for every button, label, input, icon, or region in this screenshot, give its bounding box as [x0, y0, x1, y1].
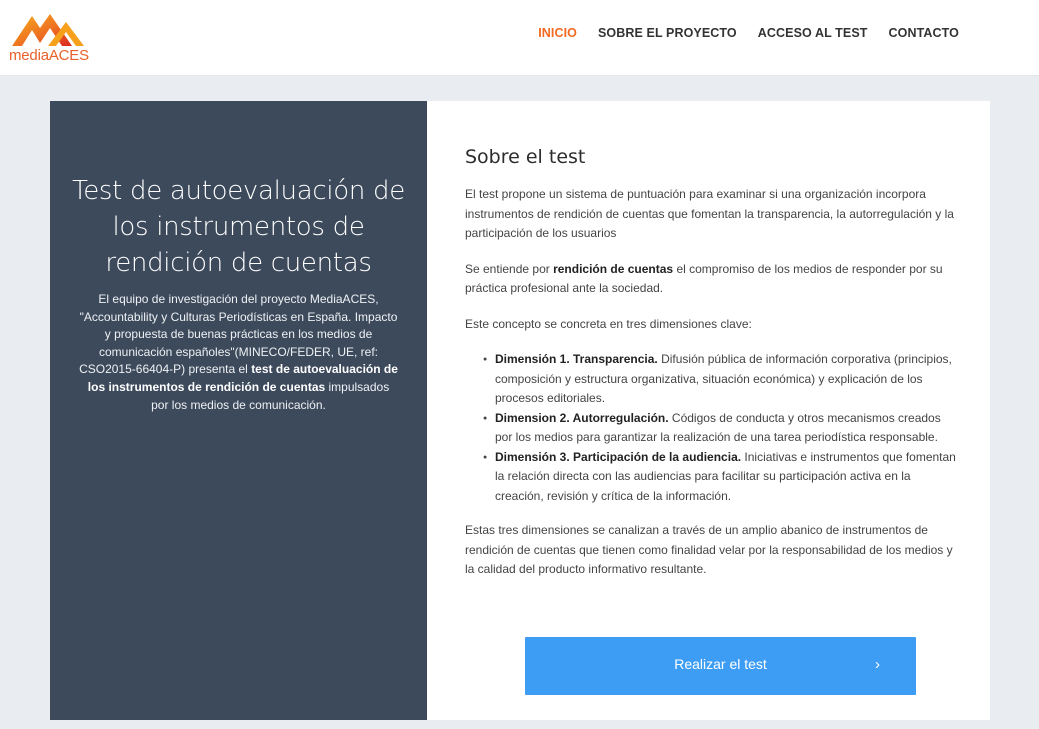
- nav-item-inicio[interactable]: INICIO: [538, 26, 577, 40]
- dimension-item: [483, 409, 960, 448]
- logo-text: mediaACES: [9, 47, 89, 64]
- dimension-text: Difusión pública de información corporativa (principios, composición y estructura organizativa, situación económica) y explicación de los procesos editoriales.: [495, 352, 952, 405]
- site-header: [0, 0, 1039, 76]
- mountain-logo-icon: [10, 10, 86, 50]
- dimension-text: Iniciativas e instrumentos que fomentan la relación directa con las audiencias para facilitar su participación activa en la creación, revisión y crítica de la información.: [495, 449, 956, 503]
- dimension-name: Dimension 2. Autorregulación.: [495, 410, 669, 425]
- dimension-text: Códigos de conducta y otros mecanismos creados por los medios para garantizar la realización de una tarea periodística responsable.: [495, 410, 941, 444]
- about-test-panel: [427, 101, 990, 720]
- nav-item-contacto[interactable]: CONTACTO: [888, 26, 959, 40]
- project-description-end: impulsados por los medios de comunicación.: [151, 379, 390, 412]
- definition-text-end: el compromiso de los medios de responder por su práctica profesional ante la sociedad.: [465, 261, 943, 295]
- dimension-name: Dimensión 3. Participación de la audiencia.: [495, 449, 742, 464]
- start-test-label: Realizar el test: [674, 656, 767, 672]
- dimensions-intro: Este concepto se concreta en tres dimensiones clave:: [465, 316, 752, 331]
- page-title: Test de autoevaluación de los instrumentos de rendición de cuentas: [72, 176, 405, 278]
- closing-paragraph: Estas tres dimensiones se canalizan a través de un amplio abanico de instrumentos de rendición de cuentas que tienen como finalidad velar por la responsabilidad de los medios y la calidad del producto informativo resultante.: [465, 523, 953, 576]
- definition-text: Se entiende por: [465, 261, 554, 276]
- intro-paragraph: El test propone un sistema de puntuación para examinar si una organización incorpora instrumentos de rendición de cuentas que fomentan la transparencia, la autorregulación y la participación de los usuarios: [465, 187, 954, 240]
- dimension-item: [483, 350, 960, 409]
- chevron-right-icon: ›: [875, 656, 880, 673]
- definition-paragraph: [465, 260, 960, 299]
- section-title: Sobre el test: [465, 146, 586, 168]
- about-test-content: [465, 185, 960, 596]
- start-test-button[interactable]: [525, 637, 916, 695]
- project-description-text: El equipo de investigación del proyecto MediaACES, "Accountability y Culturas Periodísticas en España. Impacto y propuesta de buenas prácticas en los medios de comunicación españoles"(MINECO/FEDER, UE, ref: CSO2015-66404-P) presenta el: [79, 292, 398, 377]
- page-bottom: [0, 720, 1039, 729]
- dimensions-list: [465, 350, 960, 506]
- mediaaces-logo[interactable]: [8, 10, 98, 62]
- project-description: [78, 291, 399, 414]
- dimension-name: Dimensión 1. Transparencia.: [495, 352, 658, 366]
- main-nav: [517, 26, 959, 40]
- project-description-highlight: test de autoevaluación de los instrumentos de rendición de cuentas: [87, 362, 398, 394]
- dimension-item: [483, 448, 960, 507]
- definition-term: rendición de cuentas: [553, 261, 674, 276]
- nav-item-sobre-el-proyecto[interactable]: SOBRE EL PROYECTO: [597, 26, 737, 40]
- nav-item-acceso-al-test[interactable]: ACCESO AL TEST: [757, 26, 868, 40]
- intro-panel: [50, 101, 427, 720]
